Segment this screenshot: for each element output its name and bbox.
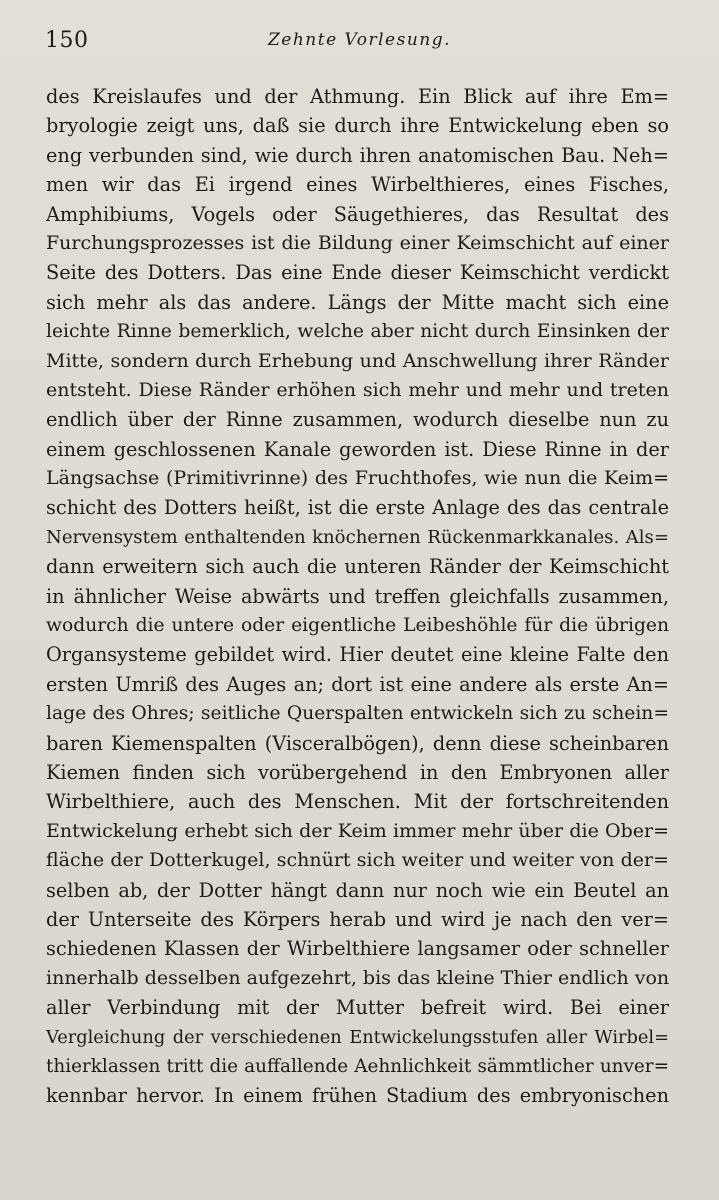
- text-line: Organsysteme gebildet wird. Hier deutet eine kleine Falte den: [46, 643, 669, 667]
- text-line: einem geschlossenen Kanale geworden ist. Diese Rinne in der: [46, 437, 669, 461]
- text-line: des Kreislaufes und der Athmung. Ein Blick auf ihre Em=: [46, 85, 669, 108]
- text-line: der Unterseite des Körpers herab und wird je nach den ver=: [46, 907, 669, 931]
- text-line: Furchungsprozesses ist die Bildung einer Keimschicht auf einer: [46, 231, 669, 254]
- text-line: selben ab, der Dotter hängt dann nur noch wie ein Beutel an: [46, 878, 669, 902]
- text-line: Längsachse (Primitivrinne) des Fruchthofes, wie nun die Keim=: [46, 467, 669, 490]
- text-line: bryologie zeigt uns, daß sie durch ihre Entwickelung eben so: [46, 114, 669, 138]
- page-number: 150: [45, 28, 89, 53]
- text-line: Nervensystem enthaltenden knöchernen Rückenmarkkanales. Als=: [46, 526, 669, 548]
- text-line: schiedenen Klassen der Wirbelthiere langsamer oder schneller: [46, 937, 669, 961]
- text-line: eng verbunden sind, wie durch ihren anatomischen Bau. Neh=: [46, 143, 669, 167]
- text-line: Entwickelung erhebt sich der Keim immer mehr über die Ober=: [46, 819, 669, 842]
- text-line: lage des Ohres; seitliche Querspalten entwickeln sich zu schein=: [46, 703, 669, 725]
- text-line: Amphibiums, Vogels oder Säugethieres, das Resultat des: [46, 202, 669, 226]
- text-line: dann erweitern sich auch die unteren Ränder der Keimschicht: [46, 555, 669, 579]
- text-line: schicht des Dotters heißt, ist die erste Anlage des das centrale: [46, 496, 669, 520]
- running-head: Zehnte Vorlesung.: [267, 30, 452, 50]
- text-line: men wir das Ei irgend eines Wirbelthieres, eines Fisches,: [46, 173, 669, 197]
- text-line: fläche der Dotterkugel, schnürt sich weiter und weiter von der=: [46, 849, 669, 872]
- text-line: innerhalb desselben aufgezehrt, bis das kleine Thier endlich von: [46, 966, 669, 989]
- text-line: Kiemen finden sich vorübergehend in den Embryonen aller: [46, 760, 669, 784]
- text-line: in ähnlicher Weise abwärts und treffen gleichfalls zusammen,: [46, 584, 669, 608]
- text-line: ersten Umriß des Auges an; dort ist eine andere als erste An=: [46, 672, 669, 696]
- body-text: [46, 82, 669, 1111]
- text-line: Wirbelthiere, auch des Menschen. Mit der fortschreitenden: [46, 790, 669, 814]
- text-line: leichte Rinne bemerklich, welche aber nicht durch Einsinken der: [46, 321, 669, 343]
- text-line: wodurch die untere oder eigentliche Leibeshöhle für die übrigen: [46, 615, 669, 637]
- text-line: thierklassen tritt die auffallende Aehnlichkeit sämmtlicher unver=: [46, 1055, 669, 1077]
- text-line: Seite des Dotters. Das eine Ende dieser Keimschicht verdickt: [46, 261, 669, 285]
- text-line: Vergleichung der verschiedenen Entwickelungsstufen aller Wirbel=: [46, 1026, 669, 1048]
- text-line: endlich über der Rinne zusammen, wodurch dieselbe nun zu: [46, 408, 669, 432]
- text-line: baren Kiemenspalten (Visceralbögen), denn diese scheinbaren: [46, 731, 669, 755]
- text-line: sich mehr als das andere. Längs der Mitte macht sich eine: [46, 290, 669, 314]
- text-line: Mitte, sondern durch Erhebung und Anschwellung ihrer Ränder: [46, 349, 669, 372]
- text-line: kennbar hervor. In einem frühen Stadium des embryonischen: [46, 1084, 669, 1108]
- text-line: entsteht. Diese Ränder erhöhen sich mehr und mehr und treten: [46, 378, 669, 401]
- text-line: aller Verbindung mit der Mutter befreit wird. Bei einer: [46, 996, 669, 1020]
